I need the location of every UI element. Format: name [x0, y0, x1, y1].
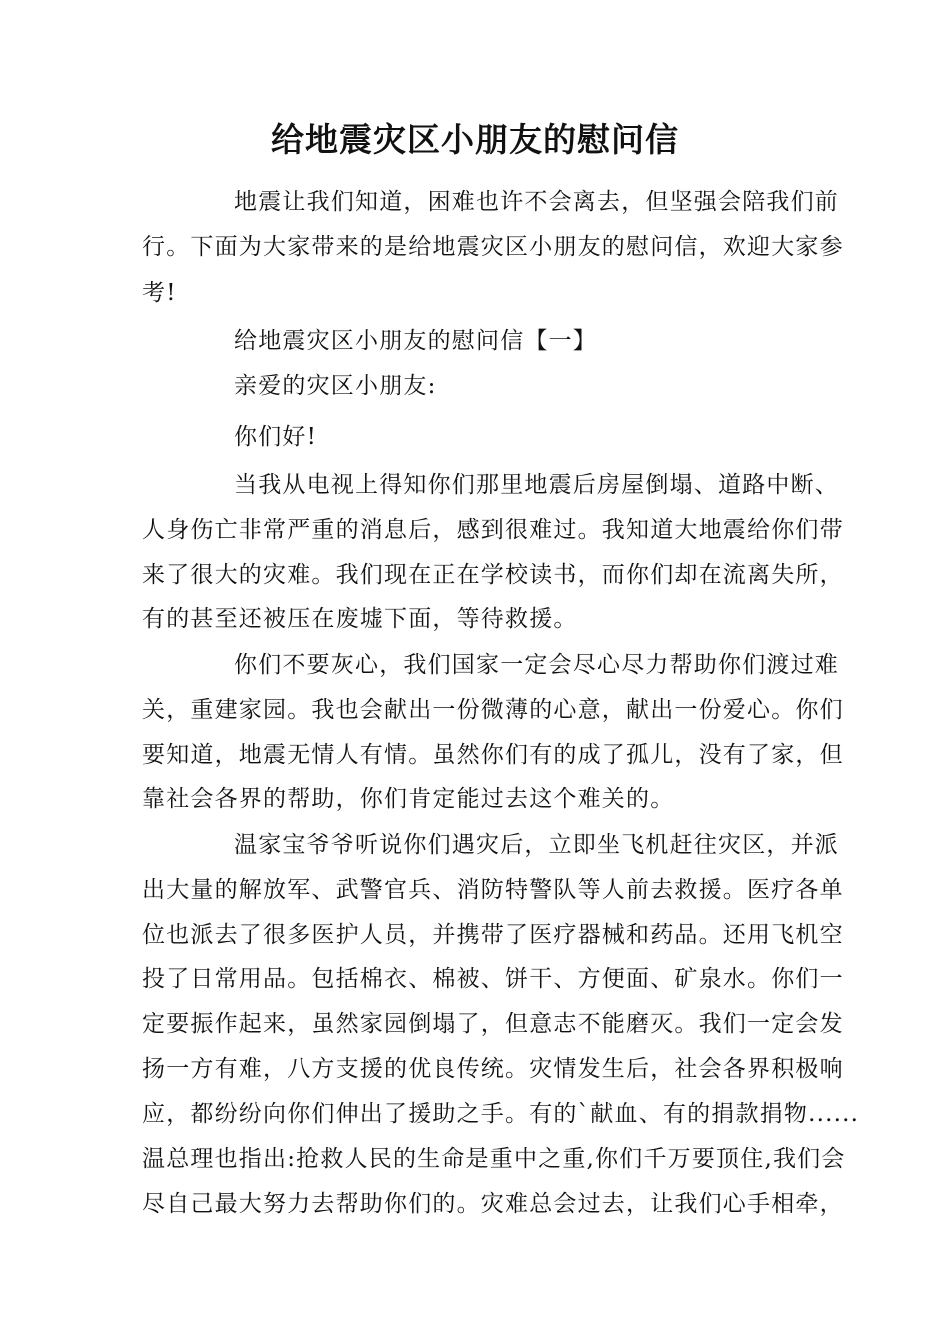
paragraph-line: 当我从电视上得知你们那里地震后房屋倒塌、道路中断、 [234, 472, 839, 498]
paragraph-line: 人身伤亡非常严重的消息后，感到很难过。我知道大地震给你们带 [142, 517, 844, 543]
letter-greeting: 你们好! [234, 424, 318, 450]
paragraph-line: 靠社会各界的帮助，你们肯定能过去这个难关的。 [142, 786, 675, 812]
paragraph-line: 扬一方有难，八方支援的优良传统。灾情发生后，社会各界积极响 [142, 1056, 844, 1082]
paragraph-line: 有的甚至还被压在废墟下面，等待救援。 [142, 606, 578, 632]
paragraph-line: 尽自己最大努力去帮助你们的。灾难总会过去，让我们心手相牵， [142, 1191, 844, 1217]
paragraph-line: 关，重建家园。我也会献出一份微薄的心意，献出一份爱心。你们 [142, 697, 844, 723]
paragraph-line: 定要振作起来，虽然家园倒塌了，但意志不能磨灭。我们一定会发 [142, 1011, 844, 1037]
paragraph-line: 应，都纷纷向你们伸出了援助之手。有的`献血、有的捐款捐物...... [142, 1101, 860, 1127]
letter-heading: 给地震灾区小朋友的慰问信【一】 [234, 328, 597, 354]
letter-salutation: 亲爱的灾区小朋友: [234, 373, 437, 399]
paragraph-line: 温总理也指出:抢救人民的生命是重中之重,你们千万要顶住,我们会 [142, 1146, 846, 1172]
paragraph-line: 地震让我们知道，困难也许不会离去，但坚强会陪我们前 [234, 189, 839, 215]
paragraph-line: 出大量的解放军、武警官兵、消防特警队等人前去救援。医疗各单 [142, 877, 844, 903]
document-title: 给地震灾区小朋友的慰问信 [271, 120, 679, 159]
paragraph-line: 要知道，地震无情人有情。虽然你们有的成了孤儿，没有了家，但 [142, 742, 844, 768]
paragraph-line: 行。下面为大家带来的是给地震灾区小朋友的慰问信，欢迎大家参 [142, 234, 844, 260]
paragraph-line: 你们不要灰心，我们国家一定会尽心尽力帮助你们渡过难 [234, 652, 839, 678]
paragraph-line: 投了日常用品。包括棉衣、棉被、饼干、方便面、矿泉水。你们一 [142, 966, 844, 992]
paragraph-line: 位也派去了很多医护人员，并携带了医疗器械和药品。还用飞机空 [142, 922, 844, 948]
paragraph-line: 来了很大的灾难。我们现在正在学校读书，而你们却在流离失所， [142, 562, 844, 588]
paragraph-line: 温家宝爷爷听说你们遇灾后，立即坐飞机赶往灾区，并派 [234, 832, 839, 858]
paragraph-line: 考! [142, 280, 177, 306]
